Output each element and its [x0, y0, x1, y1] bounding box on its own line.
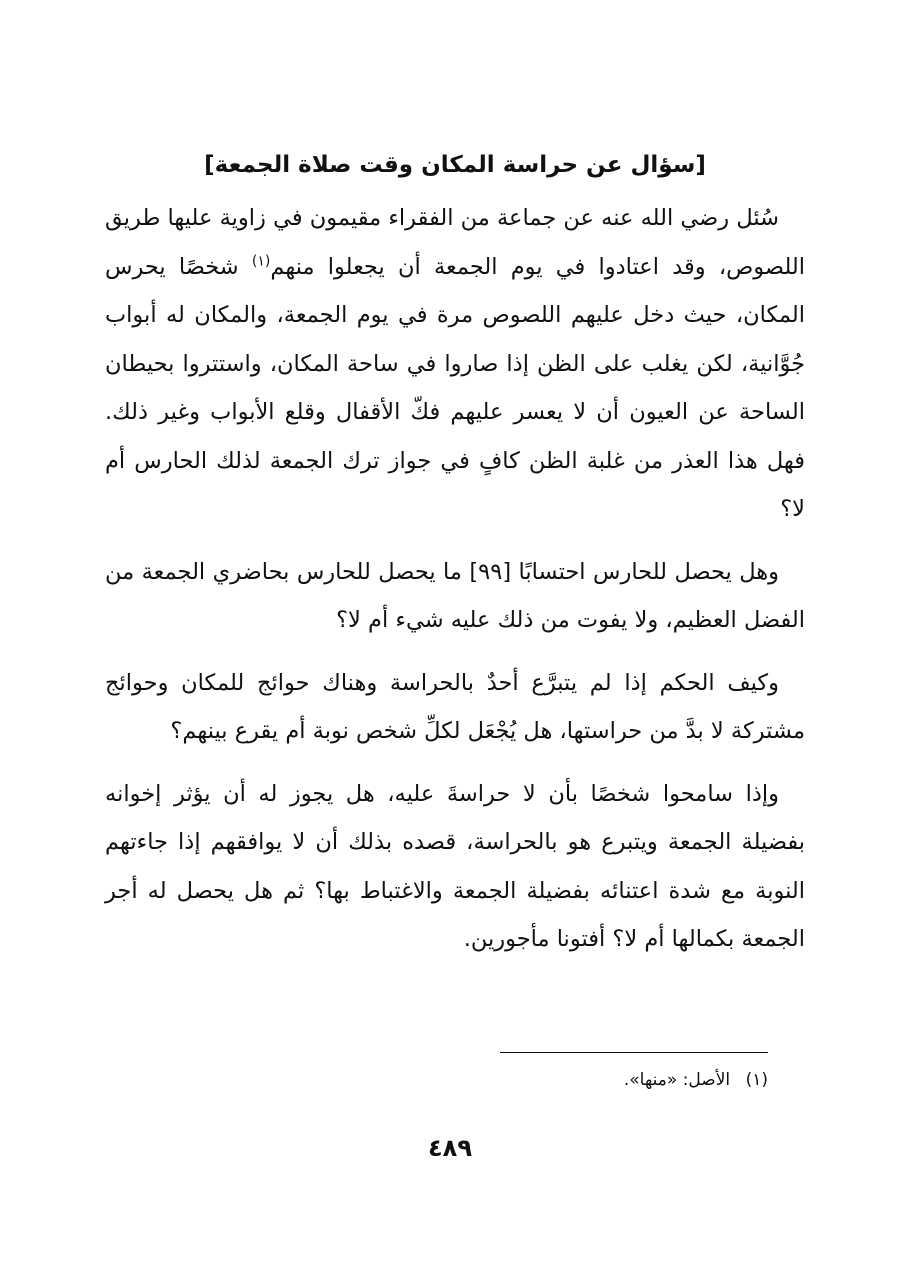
- page-body: [105, 140, 805, 978]
- paragraph-question-2: وهل يحصل للحارس احتسابًا [٩٩] ما يحصل للحارس بحاضري الجمعة من الفضل العظيم، ولا يفوت من ذلك عليه شيء أم لا؟: [105, 558, 805, 633]
- page-number: ٤٨٩: [428, 1134, 472, 1162]
- footnote-divider: [500, 1052, 768, 1053]
- paragraph-question-4: وإذا سامحوا شخصًا بأن لا حراسةَ عليه، هل يجوز له أن يؤثر إخوانه بفضيلة الجمعة ويتبرع هو بالحراسة، قصده بذلك أن لا يوافقهم إذا جاءتهم النوبة مع شدة اعتنائه بفضيلة الجمعة والاغتباط بها؟ ثم هل يحصل له أجر الجمعة بكمالها أم لا؟ أفتونا مأجورين.: [105, 780, 805, 952]
- paragraph-text: سُئل رضي الله عنه عن جماعة من الفقراء مقيمون في زاوية عليها طريق اللصوص، وقد اعتادوا في يوم الجمعة أن يجعلوا منهم: [105, 205, 805, 280]
- footnote-text: الأصل: «منها».: [623, 1070, 731, 1090]
- section-heading: [سؤال عن حراسة المكان وقت صلاة الجمعة]: [204, 152, 706, 178]
- paragraph-question-1: [105, 194, 805, 534]
- paragraph-text: شخصًا يحرس المكان، حيث دخل عليهم اللصوص مرة في يوم الجمعة، والمكان له أبواب جُوَّانية، لكن يغلب على الظن إذا صاروا في ساحة المكان، واستتروا بحيطان الساحة عن العيون أن لا يعسر عليهم فكّ الأقفال وقلع الأبواب وغير ذلك. فهل هذا العذر من غلبة الظن كافٍ في جواز ترك الجمعة لذلك الحارس أم لا؟: [105, 253, 805, 522]
- footnote: [168, 1064, 768, 1096]
- paragraph-question-3: وكيف الحكم إذا لم يتبرَّع أحدٌ بالحراسة وهناك حوائج للمكان وحوائج مشتركة لا بدَّ من حراستها، هل يُجْعَل لكلِّ شخص نوبة أم يقرع بينهم؟: [105, 669, 805, 744]
- footnote-marker: (١): [251, 253, 271, 269]
- footnote-number: (١): [745, 1070, 768, 1090]
